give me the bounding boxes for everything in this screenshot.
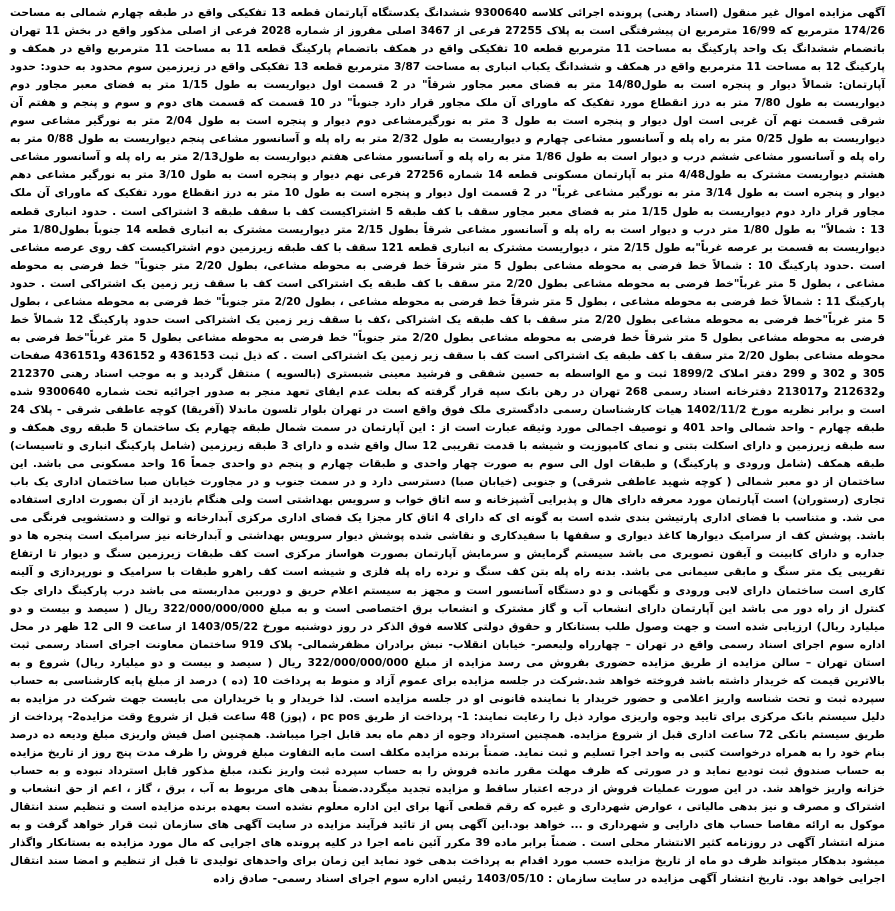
notice-text: آگهی مزایده اموال غیر منقول (اسناد رهنی) پرونده اجرائی کلاسه 9300640 ششدانگ یکدستگاه آپارتمان قطعه 13 تفکیکی واقع در طبقه چهارم شمالی به مساحت 174/26 مترمربع که 16/99 مترمربع ان پیشرفتگی است به پلاک 27255 فرعی از 3467 اصلی مفروز از شماره 2028 فرعی از اصلی مذکور واقع در بخش 11 تهران باتضمام ششدانگ یک واحد پارکینگ به مساحت 11 مترمربع قطعه 10 تفکیکی واقع در همکف باتضمام پارکینگ قطعه 11 به مساحت 11 مترمربع واقع در همکف و پارکینگ 12 به مساحت 11 مترمربع واقع در همکف و ششدانگ یکباب انباری به مساحت 3/87 مترمربع قطعه 13 تفکیکی واقع در زیرزمین سوم محدود به حدود: حدود آپارتمان: شمالاً دیوار و پنجره است به طول14/80 متر به فضای معبر مجاور شرقاً" در 2 قسمت اول دیواریست به طول 1/15 متر به فضای معبر مجاور دوم دیواریست به طول 7/80 متر به درز انقطاع مورد تفکیک که ماورای آن ملک مجاور قرار دارد جنوباً" در 10 قسمت که قسمت های دوم و سوم و پنجم و هفتم آن شرقی قسمت نهم آن غربی است اول دیوار و پنجره است به طول 3 متر به نورگیرمشاعی دوم دیوار و پنجره است به طول 2/04 متر به نورگیر مشاعی سوم دیواریست به طول 0/25 متر به راه پله و آسانسور مشاعی چهارم و دیواریست به طول 2/32 متر به راه پله و آسانسور مشاعی پنجم دیواریست به طول 0/88 متر به راه پله و آسانسور مشاعی ششم درب و دیوار است به طول 1/86 متر به راه پله و آسانسور مشاعی هفتم دیواریست به طول2/13 متر به راه پله و آسانسور مشاعی هشتم دیواریست مشترک به طول4/48 متر به آپارتمان مسکونی قطعه 14 شماره 27256 فرعی نهم دیوار و پنجره است به طول 3/10 متر به نورگیر مشاعی دهم دیوار و پنجره است به طول 3/14 متر به نورگیر مشاعی غرباً" در 2 قسمت اول دیوار و پنجره است به طول 10 متر به درز انقطاع مورد تفکیک که ماورای آن ملک مجاور قرار دارد دوم دیواریست به طول 1/15 متر به فضای معبر مجاور سقف با کف طبقه 5 اشتراکیست کف با سقف طبقه 3 اشتراکی است . حدود انباری قطعه 13 : شمالاً" به طول 1/80 متر درب و دیوار است به راه پله و آسانسور مشاعی شرقاً بطول 2/15 متر دیواریست مشترک به انباری قطعه 14 جنوباً بطول1/80 متر دیواریست به قسمت بر عرصه غرباً"به طول 2/15 متر ، دیواریست مشترک به انباری قطعه 121 سقف با کف طبقه زیرزمین دوم اشتراکیست کف روی عرصه مشاعی است .حدود پارکینگ 10 : شمالاً خط فرضی به محوطه مشاعی بطول 5 متر شرقاً خط فرضی به محوطه مشاعی، بطول 2/20 متر جنوباً" خط فرضی به محوطه مشاعی ، بطول 5 متر غرباً"خط فرضی به محوطه مشاعی بطول 2/20 متر سقف با کف طبقه یک اشتراکی است کف با سقف زیر زمین یک اشتراکی است . حدود پارکینگ 11 : شمالاً خط فرضی به محوطه مشاعی ، بطول 5 متر شرقاً خط فرضی به محوطه مشاعی ، بطول 2/20 متر جنوباً" خط فرضی به محوطه مشاعی ، بطول 5 متر غرباً"خط فرضی به محوطه مشاعی بطول 2/20 متر سقف با کف طبقه یک اشتراکی ،کف با سقف زیر زمین یک اشتراکی است حدود پارکینگ 12 شمالاً خط فرضی به محوطه مشاعی بطول 5 متر شرقاً خط فرضی به محوطه مشاعی بطول 2/20 متر جنوباً" خط فرضی به محوطه مشاعی بطول 5 متر غرباً"خط فرضی به محوطه مشاعی بطول 2/20 متر سقف با کف طبقه یک اشتراکی است کف با سقف زیر زمین یک اشتراکی است . که ذیل ثبت 436153 و 436152 و436151 صفحات 305 و 302 و 299 دفتر املاک 1899/2 ثبت و مع الواسطه به حسین شفقی و فرشید معینی شبستری (بالسویه ) منتقل گردید و به موجب اسناد رهنی 212370 و212632 و213017 دفترخانه اسناد رسمی 268 تهران در رهن بانک سپه قرار گرفته که بعلت عدم ایفای تعهد منجر به صدور اجرائیه تحت شماره 9300640 شده است و برابر نظریه مورخ 1402/11/2 هیات کارشناسان رسمی دادگستری ملک فوق واقع است در تهران بلوار تلسون ماندلا (آفریقا) کوچه عاطفی شرقی - پلاک 24 طبقه چهارم - واحد شمالی واحد 401 و توصیف اجمالی مورد وثیقه عبارت است از : این آپارتمان در سمت شمال طبقه چهارم یک ساختمان 5 طبقه روی همکف و سه طبقه زیرزمین و دارای اسکلت بتنی و نمای کامپوزیت و شیشه با قدمت تقریبی 12 سال واقع شده و دارای 3 طبقه زیرزمین (شامل پارکینگ انباری و تاسیسات) طبقه همکف (شامل ورودی و پارکینگ) و طبقات اول الی سوم به صورت چهار واحدی و طبقات چهارم و پنجم دو واحدی جمعاً 16 واحد مسکونی می باشد. این ساختمان از دو معبر شمالی ( کوچه شهید عاطفی شرقی) و جنوبی (خیابان صبا) دسترسی دارد و در سمت جنوب و در مجاورت خیابان صبا ساختمان اداری یک باب تجاری (رستوران) است آپارتمان مورد معرفه دارای هال و پذیرایی آشپزخانه و سه اتاق خواب و سرویس بهداشتی است ولی هنگام بازدید از آن بصورت اداری استفاده می شد. و متناسب با فضای اداری پارتیشن بندی شده است به گونه ای که دارای 4 اتاق کار مجزا یک فضای اداری مرکزی آبدارخانه و توالت و دستشویی فرنگی می باشد. پوشش کف از سرامیک دیوارها کاغذ دیواری و سقفها با سفیدکاری و نقاشی شده پوشش دیوار سرویس بهداشتی و آبدارخانه نیز سرامیک است پنجره ها دو جداره و دارای کابینت و آیفون تصویری می باشد سیستم گرمایش و سرمایش آپارتمان بصورت هواساز مرکزی است کف طبقات زیرزمین سنگ و دیوار تا ارتفاع تقریبی یک متر سنگ و مابقی سیمانی می باشد. بدنه راه پله بتن کف سنگ و نرده راه پله فلزی و شیشه است کف راهرو طبقات با سرامیک و نورپردازی و آلینه کاری است ساختمان دارای لابی ورودی و نگهبانی و دو دستگاه آسانسور است و مجهز به سیستم اعلام حریق و دوربین مداربسته می باشد درب پارکینگ دارای جک کنترل از راه دور می باشد این آپارتمان دارای انشعاب آب و گاز مشترک و انشعاب برق اختصاصی است و به مبلغ 322/000/000/000 ریال ( سیصد و بیست و دو میلیارد ریال) ارزیابی شده است و جهت وصول طلب بستانکار و حقوق دولتی کلاسه فوق الذکر در روز دوشنبه مورخ 1403/05/22 از ساعت 9 الی 12 ظهر در محل اداره سوم اجرای اسناد رسمی واقع در تهران – چهارراه ولیعصر- خیابان انقلاب- نبش برادران مظفرشمالی- پلاک 919 ساختمان معاونت اجرای اسناد رسمی ثبت استان تهران – سالن مزایده از طریق مزایده حضوری بفروش می رسد مزایده از مبلغ 322/000/000/000 ریال ( سیصد و بیست و دو میلیارد ریال) شروع و به بالاترین قیمت که خریدار داشته باشد فروخته خواهد شد.شرکت در جلسه مزایده برای عموم آزاد و منوط به پرداخت 10 (ده ) درصد از مبلغ پایه کارشناسی به حساب سپرده ثبت و تحت شناسه واریز اعلامی و حضور خریدار یا نماینده قانونی او در جلسه مزایده است. لذا خریدار و یا خریداران می بایست جهت شرکت در مزایده به دلیل سیستم بانک مرکزی برای تایید وجوه واریزی موارد ذیل را رعایت نمایند: 1- پرداخت از طریق pc pos ، (پوز) 48 ساعت قبل از شروع وقت مزایده2- پرداخت از طریق سیستم بانکی 72 ساعت اداری قبل از شروع مزایده. همچنین استرداد وجوه از دهم ماه بعد قابل اجرا میباشد. همچنین اصل فیش واریزی مبلغ ودیعه ده درصد بنام خود را به همراه درخواست کتبی به واحد اجرا تسلیم و ثبت نماید. ضمناً برنده مزایده مکلف است مابه التفاوت مبلغ فروش را ظرف مدت پنج روز از تاریخ مزایده به حساب صندوق ثبت تودیع نماید و در صورتی که ظرف مهلت مقرر مانده فروش را به حساب سپرده ثبت واریز نکند، مبلغ مذکور قابل استرداد نبوده و به حساب خزانه واریز خواهد شد. در این صورت عملیات فروش از درجه اعتبار ساقط و مزایده تجدید میگردد.ضمناً بدهی های مربوط به آب ، برق ، گاز ، اعم از حق انشعاب و اشتراک و مصرف و نیز بدهی مالیاتی ، عوارض شهرداری و غیره که رقم قطعی آنها برای این اداره معلوم نشده است بعهده برنده مزایده است و تنظیم سند انتقال موکول به ارائه مفاصا حساب های دارایی و شهرداری و ... خواهد بود.این آگهی پس از تائید فرآیند مزایده در سایت آگهی های سازمان ثبت قرار خواهد گرفت و به منزله انتشار آگهی در روزنامه کثیر الانتشار محلی است . ضمناً برابر ماده 39 مکرر آئین نامه اجرا در کلیه پرونده های اجرایی که مال مورد مزایده به بستانکار واگذار میشود بدهکار میتواند ظرف دو ماه از تاریخ مزایده حسب مورد اقدام به پرداخت بدهی خود نماید این زمان برای واحدهای تولیدی تا قبل از تنظیم و امضا سند انتقال اجرایی خواهد بود. تاریخ انتشار آگهی مزایده در سایت سازمان : 1403/05/10 رئیس اداره سوم اجرای اسناد رسمی- صادق زاده	[10, 6, 886, 886]
auction-notice	[10, 4, 885, 907]
